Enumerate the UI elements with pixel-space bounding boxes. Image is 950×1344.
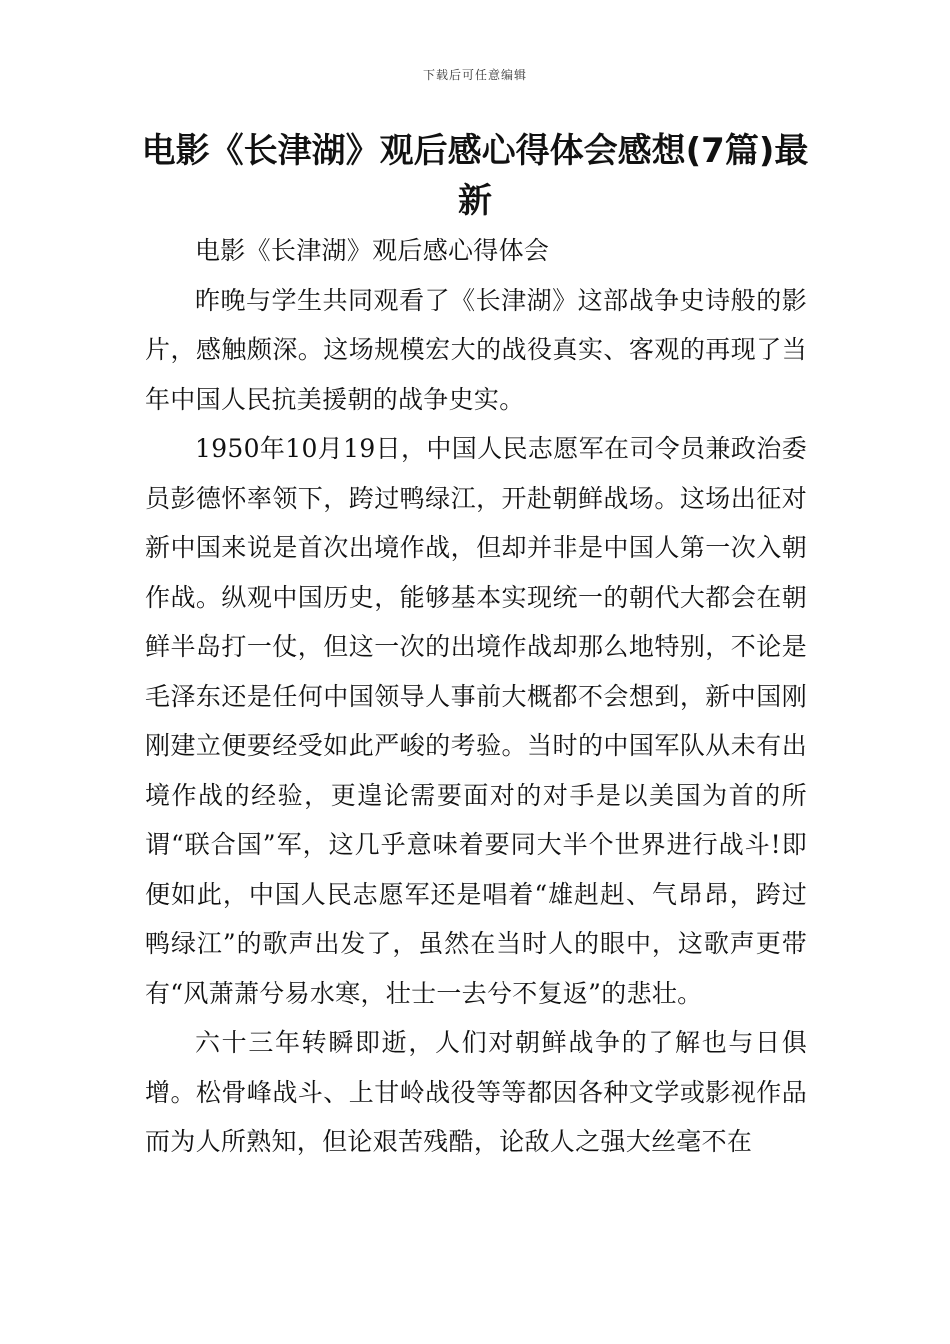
paragraph-subtitle: 电影《长津湖》观后感心得体会 (195, 236, 550, 265)
paragraph-1: 昨晚与学生共同观看了《长津湖》这部战争史诗般的影片，感触颇深。这场规模宏大的战役真实、客观的再现了当年中国人民抗美援朝的战争史实。 (145, 285, 807, 414)
document-body (145, 226, 807, 1167)
header-note: 下载后可任意编辑 (422, 68, 527, 82)
paragraph-3: 六十三年转瞬即逝，人们对朝鲜战争的了解也与日俱增。松骨峰战斗、上甘岭战役等等都因各种文学或影视作品而为人所熟知，但论艰苦残酷，论敌人之强大丝毫不在 (145, 1028, 807, 1156)
document-title: 电影《长津湖》观后感心得体会感想(7篇)最新 (141, 131, 809, 221)
paragraph-2: 1950年10月19日，中国人民志愿军在司令员兼政治委员彭德怀率领下，跨过鸭绿江，开赴朝鲜战场。这场出征对新中国来说是首次出境作战，但却并非是中国人第一次入朝作战。纵观中国历史，能够基本实现统一的朝代大都会在朝鲜半岛打一仗，但这一次的出境作战却那么地特别，不论是毛泽东还是任何中国领导人事前大概都不会想到，新中国刚刚建立便要经受如此严峻的考验。当时的中国军队从未有出境作战的经验，更遑论需要面对的对手是以美国为首的所谓“联合国”军，这几乎意味着要同大半个世界进行战斗!即便如此，中国人民志愿军还是唱着“雄赳赳、气昂昂，跨过鸭绿江”的歌声出发了，虽然在当时人的眼中，这歌声更带有“风萧萧兮易水寒，壮士一去兮不复返”的悲壮。 (145, 434, 807, 1008)
